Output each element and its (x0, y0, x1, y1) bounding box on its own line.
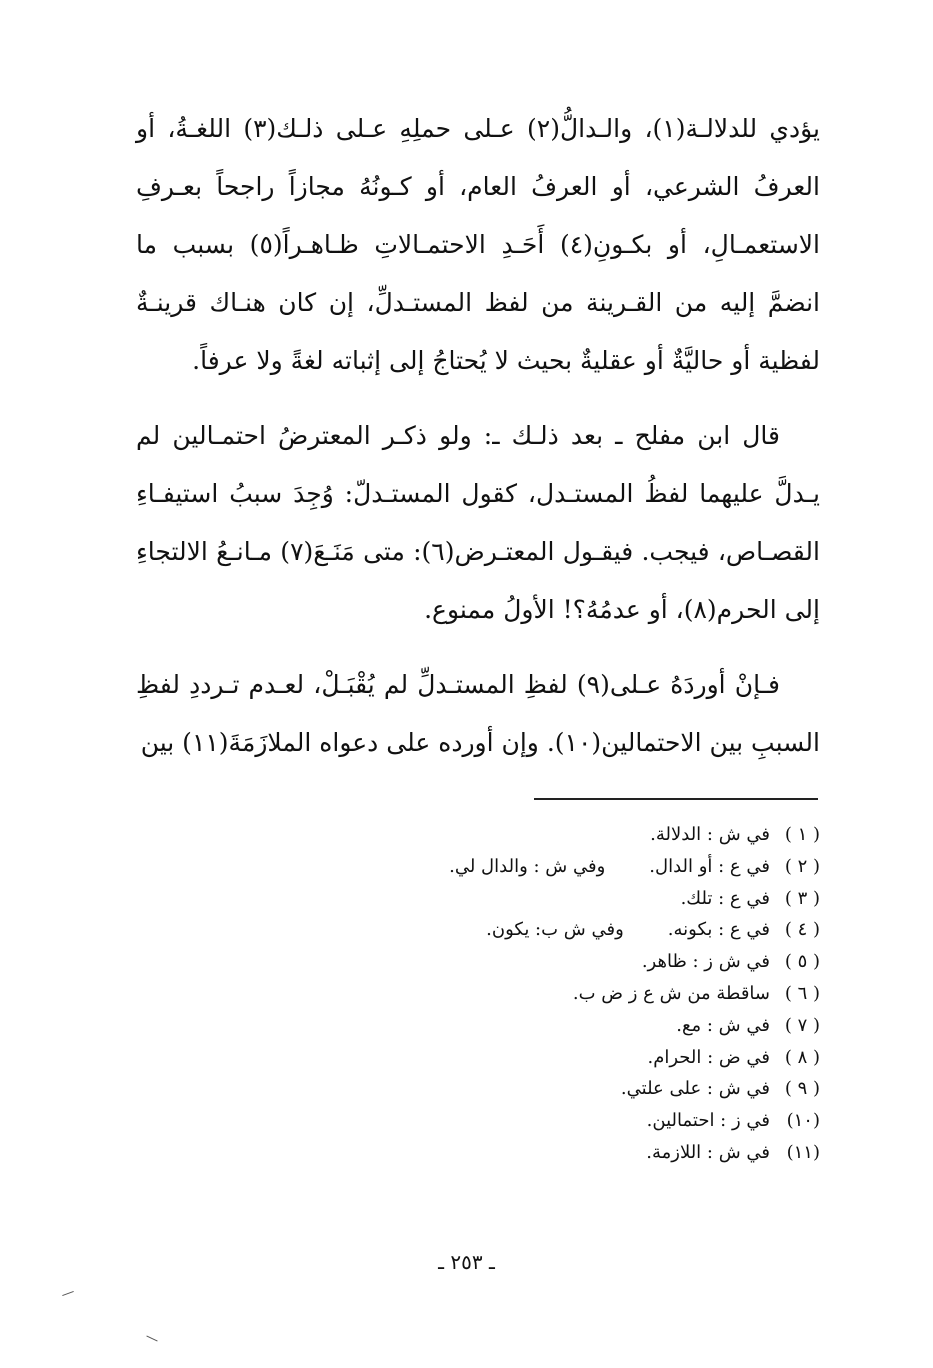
footnote-3 (300, 883, 820, 915)
scan-mark (146, 1336, 157, 1342)
footnote-2 (300, 851, 820, 883)
footnote-number: ( ٦ ) (784, 982, 820, 1004)
paragraph-3: فـإنْ أوردَهُ عـلى(٩) لفظِ المستـدلِّ لم يُقْبَـلْ، لعـدم تـرددِ لفظِ السببِ بين الاحتمالين(١٠). وإن أورده على دعواه الملازَمَةَ(١١) بين (136, 670, 820, 757)
footnote-5 (300, 946, 820, 978)
footnote-7 (300, 1010, 820, 1042)
footnote-number: (١٠) (786, 1110, 820, 1132)
footnote-10 (300, 1105, 820, 1137)
footnote-text: في ع : تلك. (680, 887, 770, 909)
footnote-number: ( ٨ ) (784, 1046, 820, 1068)
footnote-text: في ز : احتمالين. (646, 1110, 770, 1132)
footnote-number: ( ٥ ) (784, 951, 820, 973)
footnote-text: في ش : الدلالة. (650, 824, 770, 845)
paragraph-1: يؤدي للدلالـة(١)، والـدالُّ(٢) عـلى حملِهِ عـلى ذلـك(٣) اللغـةُ، أو العرفُ الشرعي، أو العرفُ العام، أو كـونُهُ مجازاً راجحاً بعـرفِ الاستعمـالِ، أو بكـونِ(٤) أَحَـدِ الاحتمـالاتِ ظـاهـراً(٥) بسبب ما انضمَّ إليه من القـرينة من لفظ المستـدلِّ، إن كان هنـاك قرينـةٌ لفظية أو حاليَّةٌ أو عقليةٌ بحيث لا يُحتاجُ إلى إثباته لغةً ولا عرفاً. (136, 114, 821, 375)
footnote-number: ( ٣ ) (784, 887, 820, 909)
footnote-1 (300, 819, 820, 851)
footnote-number: (١١) (786, 1141, 820, 1163)
footnote-number: ( ١ ) (784, 824, 820, 845)
footnote-text: في ض : الحرام. (647, 1046, 770, 1068)
footnote-extra-text: وفي ش : والدال لي. (449, 855, 606, 877)
footnote-text: في ع : بكونه. (667, 919, 770, 941)
footnote-8 (300, 1042, 820, 1074)
footnote-9 (300, 1073, 820, 1105)
footnote-text: في ش : على علتي. (620, 1078, 770, 1100)
main-text (136, 100, 820, 789)
footnote-11 (300, 1137, 820, 1169)
footnote-text: في ش : اللازمة. (646, 1141, 770, 1163)
footnote-separator (534, 798, 818, 800)
footnote-text: ساقطة من ش ع ز ض ب. (572, 982, 770, 1004)
page-number: ـ ٢٥٣ ـ (438, 1250, 495, 1274)
footnote-number: ( ٧ ) (784, 1014, 820, 1036)
footnote-text: في ش : مع. (676, 1014, 770, 1036)
footnote-number: ( ٤ ) (784, 919, 820, 941)
footnote-number: ( ٢ ) (784, 855, 820, 877)
footnote-text: في ع : أو الدال. (649, 855, 770, 877)
footnote-extra-text: وفي ش ب: يكون. (486, 919, 624, 941)
footnote-4 (300, 914, 820, 946)
footnote-text: في ش ز : ظاهر. (641, 951, 770, 973)
footnote-6 (300, 978, 820, 1010)
paragraph-2: قال ابن مفلح ـ بعد ذلـك ـ: ولو ذكـر المعترضُ احتمـالين لم يـدلَّ عليهما لفظُ المستـدل، كقول المستـدلّ: وُجِدَ سببُ استيفـاءِ القصـاص، فيجب. فيقـول المعتـرض(٦): متى مَنَـعَ(٧) مـانـعُ الالتجاءِ إلى الحرم(٨)، أو عدمُهُ؟! الأولُ ممنوع. (136, 421, 820, 624)
footnotes (300, 819, 820, 1169)
footnote-number: ( ٩ ) (784, 1078, 820, 1100)
scan-mark (62, 1291, 74, 1296)
